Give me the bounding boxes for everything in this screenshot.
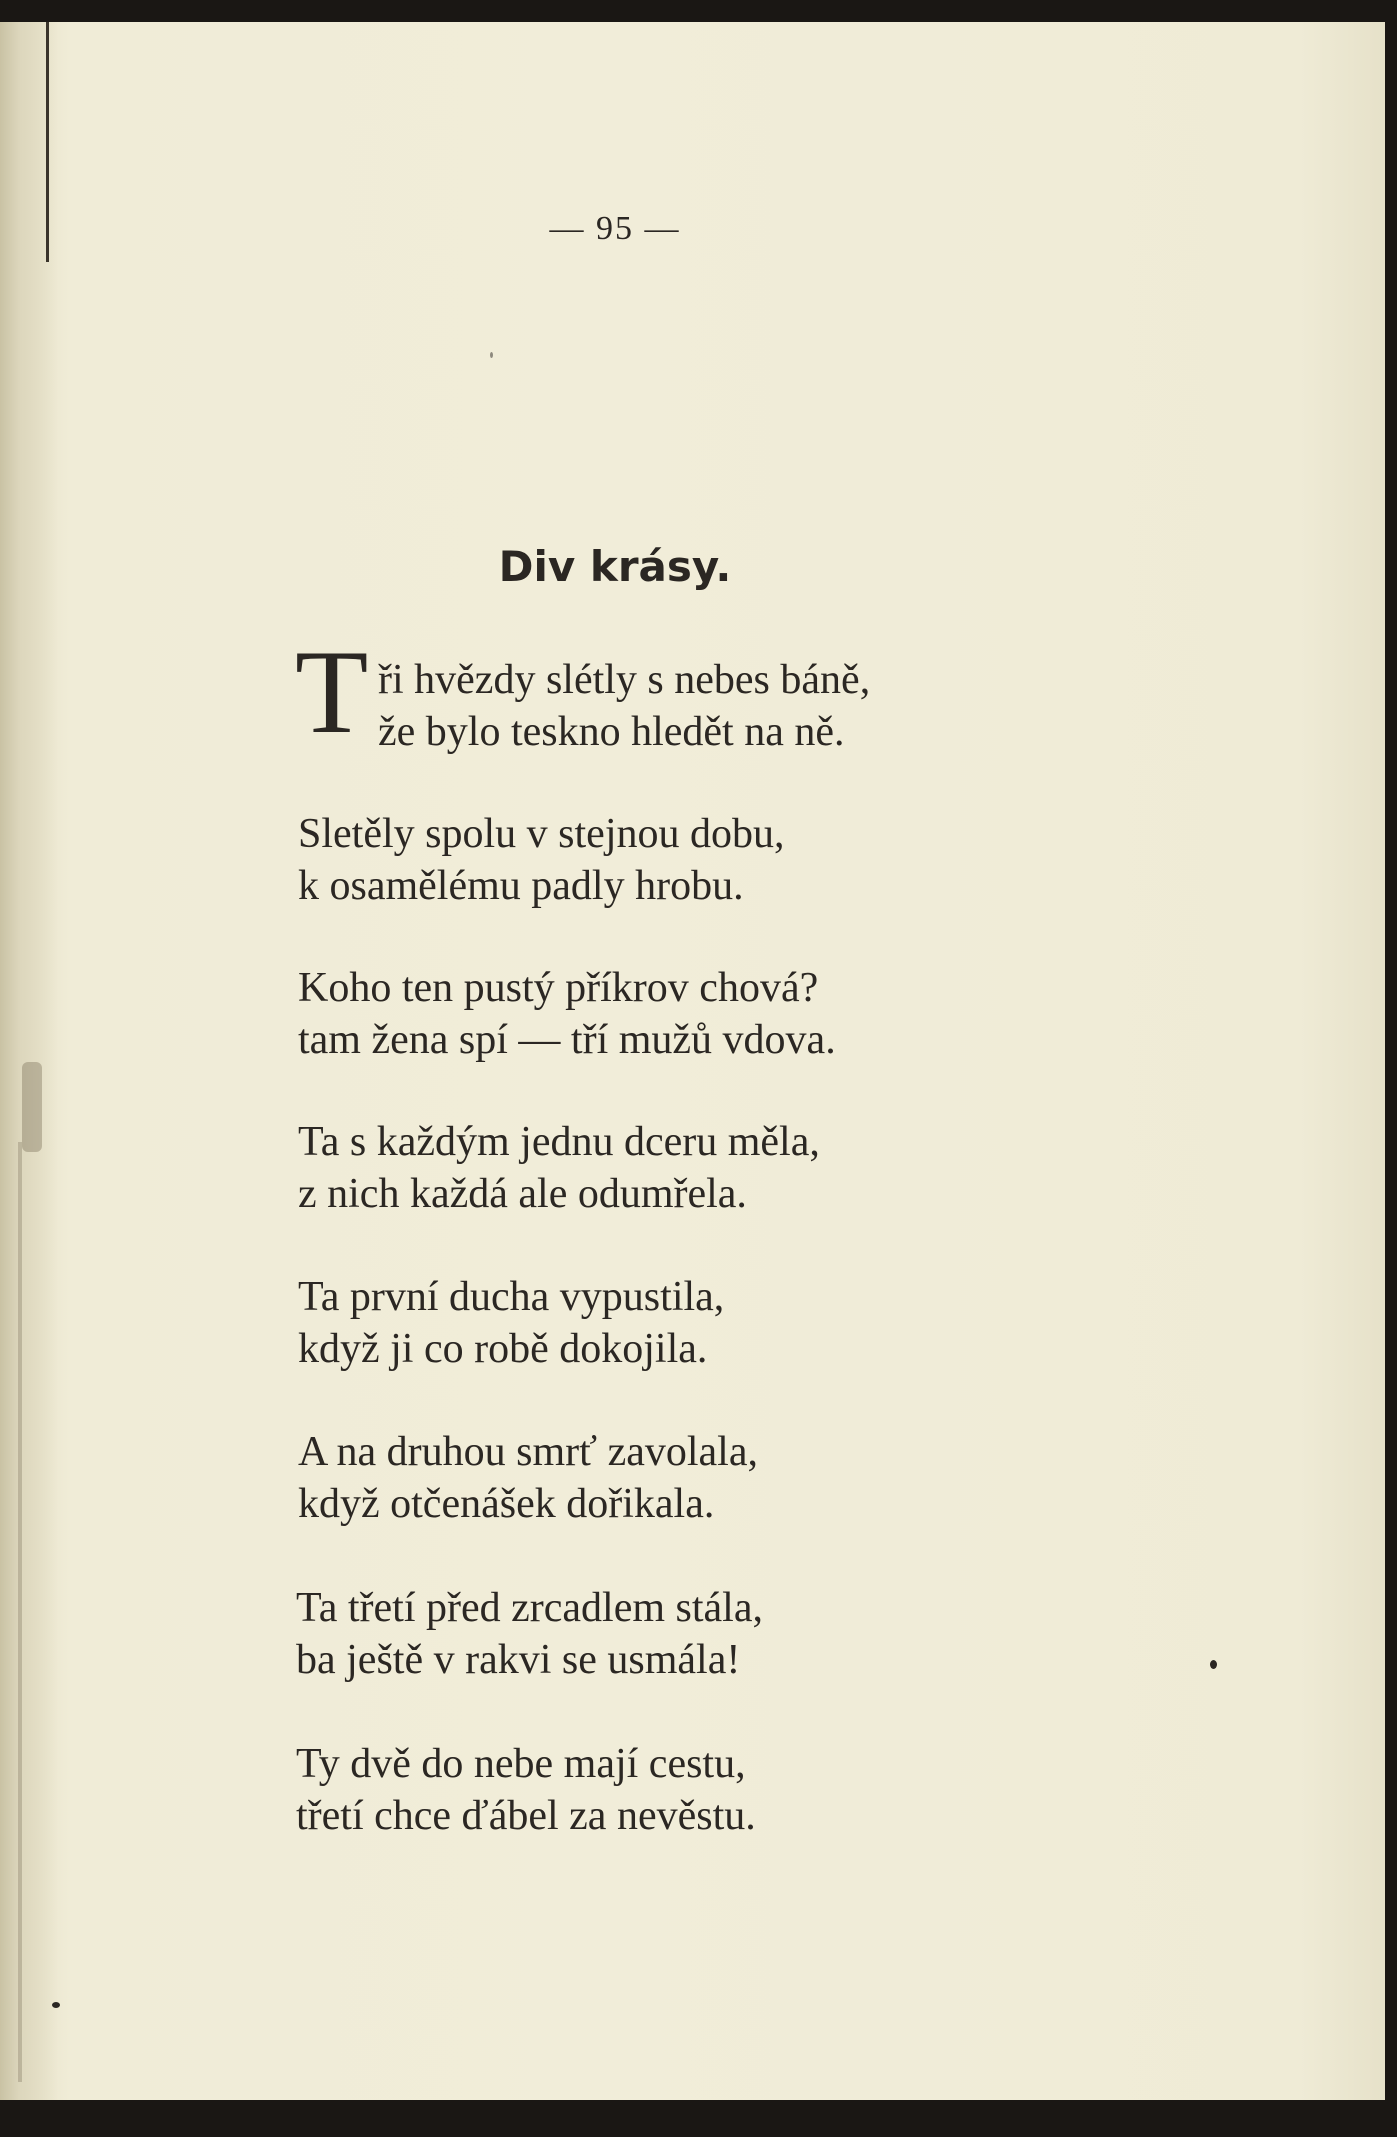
poem-line: ba ještě v rakvi se usmála! [296, 1637, 741, 1683]
ink-speck [490, 352, 493, 358]
poem-line: Koho ten pustý příkrov chová? [298, 965, 819, 1011]
poem-line: když ji co robě dokojila. [298, 1326, 708, 1372]
poem-line: Ta s každým jednu dceru měla, [298, 1119, 820, 1165]
page-number: — 95 — [549, 210, 681, 247]
ink-speck [52, 2002, 60, 2008]
poem-line: Sletěly spolu v stejnou dobu, [298, 811, 785, 857]
poem-line: Ta první ducha vypustila, [298, 1274, 725, 1320]
book-page [0, 22, 1385, 2100]
binding-crease [18, 1142, 22, 2082]
poem-line: k osamělému padly hrobu. [298, 863, 744, 909]
poem-line: tam žena spí — tří mužů vdova. [298, 1017, 836, 1063]
poem-line: Ty dvě do nebe mají cestu, [296, 1741, 746, 1787]
binding-stain [22, 1062, 42, 1152]
poem-line: když otčenášek dořikala. [298, 1481, 715, 1527]
poem-line: Ta třetí před zrcadlem stála, [296, 1585, 763, 1631]
poem-line: ři hvězdy slétly s nebes báně, [378, 657, 871, 703]
ink-speck [1210, 1660, 1217, 1669]
page-gutter-shadow [0, 22, 58, 2100]
poem-line: že bylo teskno hledět na ně. [378, 709, 845, 755]
poem-title: Div krásy. [498, 542, 732, 591]
poem-line: A na druhou smrť zavolala, [298, 1429, 758, 1475]
drop-cap: T [295, 625, 369, 758]
poem-line: třetí chce ďábel za nevěstu. [296, 1793, 756, 1839]
poem-line: z nich každá ale odumřela. [298, 1171, 747, 1217]
